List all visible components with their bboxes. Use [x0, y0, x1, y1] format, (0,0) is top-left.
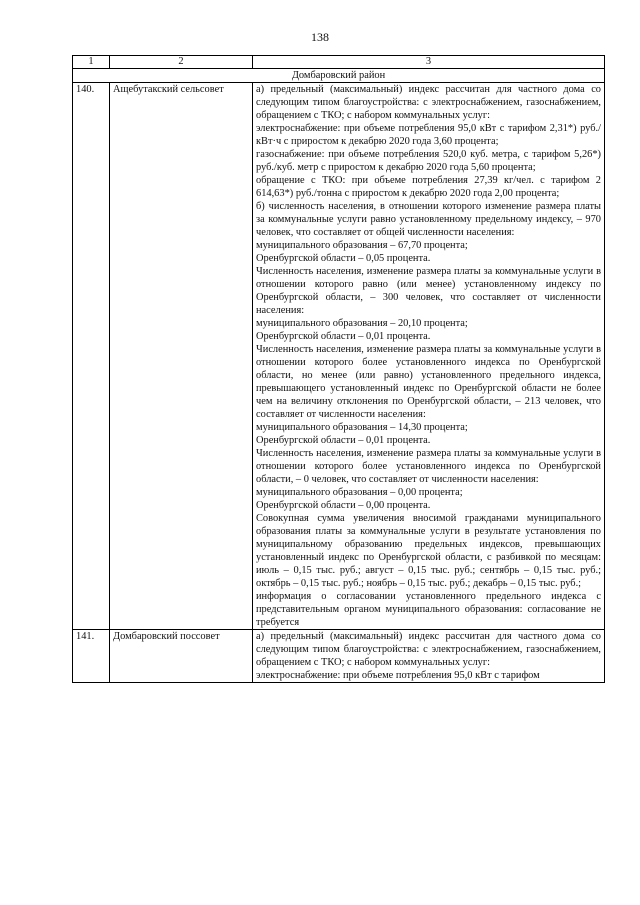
row-number: 140. [73, 83, 110, 630]
paragraph: муниципального образования – 14,30 процента; [256, 422, 468, 433]
table-header-row [73, 56, 605, 69]
municipality-name: Ащебутакский сельсовет [110, 83, 253, 630]
document-table [72, 55, 605, 683]
paragraph: муниципального образования – 67,70 процента; [256, 240, 468, 251]
paragraph: обращение с ТКО: при объеме потребления 27,39 кг/чел. с тарифом 2 614,63*) руб./тонна с приростом к декабрю 2020 года 2,00 процента; [256, 175, 601, 199]
column-header-1: 1 [73, 56, 110, 69]
paragraph: Оренбургской области – 0,00 процента. [256, 500, 431, 511]
paragraph: электроснабжение: при объеме потребления 95,0 кВт с тарифом 2,31*) руб./кВт·ч с приростом к декабрю 2020 года 3,60 процента; [256, 123, 601, 147]
paragraph: информация о согласовании установленного предельного индекса с представительным органом муниципального образования: согласование не требуется [256, 591, 601, 628]
column-header-2: 2 [110, 56, 253, 69]
paragraph: Численность населения, изменение размера платы за коммунальные услуги в отношении которого более установленного индекса по Оренбургской области, – 0 человек, что составляет от численности населения: [256, 448, 601, 485]
paragraph: муниципального образования – 20,10 процента; [256, 318, 468, 329]
paragraph: а) предельный (максимальный) индекс рассчитан для частного дома со следующим типом благоустройства: с электроснабжением, газоснабжением, обращением с ТКО; с набором коммунальных услуг: [256, 84, 601, 121]
paragraph: газоснабжение: при объеме потребления 520,0 куб. метра, с тарифом 5,26*) руб./куб. метр с приростом к декабрю 2020 года 5,60 процента; [256, 149, 601, 173]
paragraph: б) численность населения, в отношении которого изменение размера платы за коммунальные услуги равно установленному предельному индексу, – 970 человек, что составляет от общей численности населения: [256, 201, 601, 238]
district-row [73, 69, 605, 83]
paragraph: Оренбургской области – 0,05 процента. [256, 253, 431, 264]
paragraph: электроснабжение: при объеме потребления 95,0 кВт с тарифом [256, 670, 540, 681]
district-title: Домбаровский район [73, 69, 605, 83]
paragraph: муниципального образования – 0,00 процента; [256, 487, 463, 498]
paragraph: Численность населения, изменение размера платы за коммунальные услуги в отношении которого равно (или менее) установленному индексу по Оренбургской области, – 300 человек, что составляет от численности населения: [256, 266, 601, 316]
municipality-name: Домбаровский поссовет [110, 630, 253, 683]
row-number: 141. [73, 630, 110, 683]
paragraph: Оренбургской области – 0,01 процента. [256, 435, 431, 446]
table-row [73, 83, 605, 630]
paragraph: а) предельный (максимальный) индекс рассчитан для частного дома со следующим типом благоустройства: с электроснабжением, газоснабжением, обращением с ТКО; с набором коммунальных услуг: [256, 631, 601, 668]
table-row [73, 630, 605, 683]
paragraph: Совокупная сумма увеличения вносимой гражданами муниципального образования платы за коммунальные услуги в результате установления по муниципальному образованию предельных индексов, превышающих установленный индекс по Оренбургской области, с разбивкой по месяцам: июль – 0,15 тыс. руб.; август – 0,15 тыс. руб.; сентябрь – 0,15 тыс. руб.; октябрь – 0,15 тыс. руб.; ноябрь – 0,15 тыс. руб.; декабрь – 0,15 тыс. руб.; [256, 513, 601, 589]
row-text [253, 630, 605, 683]
page-number: 138 [311, 30, 329, 44]
column-header-3: 3 [253, 56, 605, 69]
paragraph: Оренбургской области – 0,01 процента. [256, 331, 431, 342]
paragraph: Численность населения, изменение размера платы за коммунальные услуги в отношении которого более установленного индекса по Оренбургской области, но менее (или равно) установленного предельного индекса, превышающего установленный индекс по Оренбургской области не более чем на величину отклонения по Оренбургской области, – 213 человек, что составляет от численности населения: [256, 344, 601, 420]
row-text [253, 83, 605, 630]
